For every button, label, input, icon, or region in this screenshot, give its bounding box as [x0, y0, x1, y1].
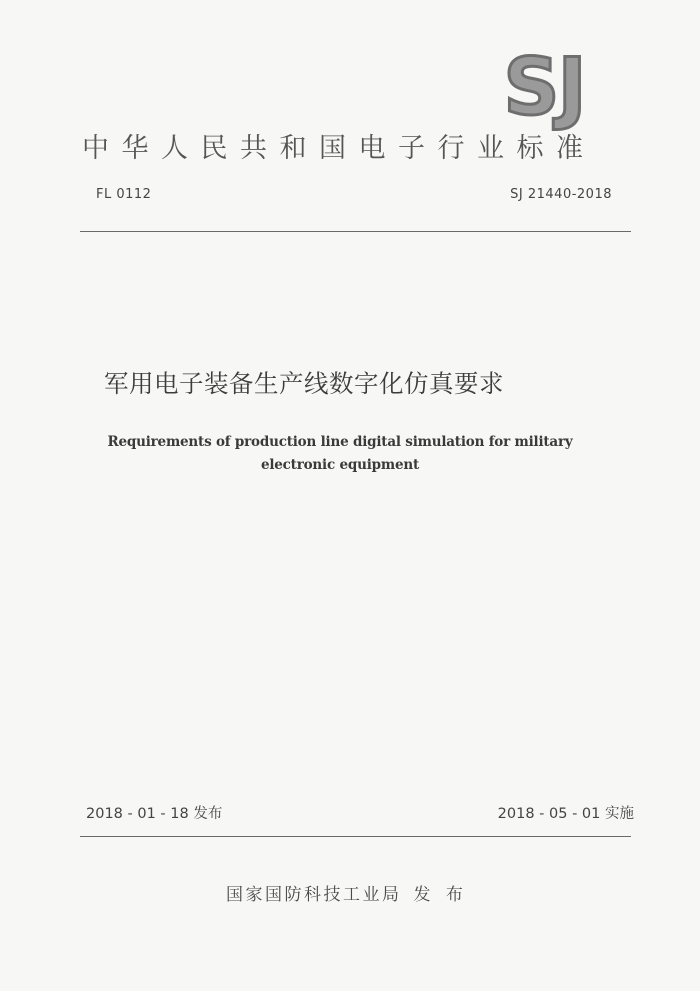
classification-code: FL 0112	[96, 187, 152, 202]
standard-category-title: 中华人民共和国电子行业标准	[82, 133, 596, 164]
issuer-line	[226, 880, 468, 905]
standard-number: SJ 21440-2018	[510, 187, 612, 202]
issue-date: 2018 - 01 - 18 发布	[86, 806, 223, 822]
english-title-line1: Requirements of production line digital simulation for military	[107, 434, 573, 450]
english-title-line2: electronic equipment	[260, 457, 420, 473]
english-title	[100, 431, 580, 477]
sj-logo: SJ	[503, 43, 585, 133]
bottom-divider	[80, 836, 631, 837]
implementation-date: 2018 - 05 - 01 实施	[497, 806, 634, 822]
issuer-name: 国家国防科技工业局	[226, 885, 402, 905]
top-divider	[80, 231, 631, 232]
chinese-title: 军用电子装备生产线数字化仿真要求	[104, 369, 504, 398]
publish-label: 发 布	[413, 885, 468, 905]
